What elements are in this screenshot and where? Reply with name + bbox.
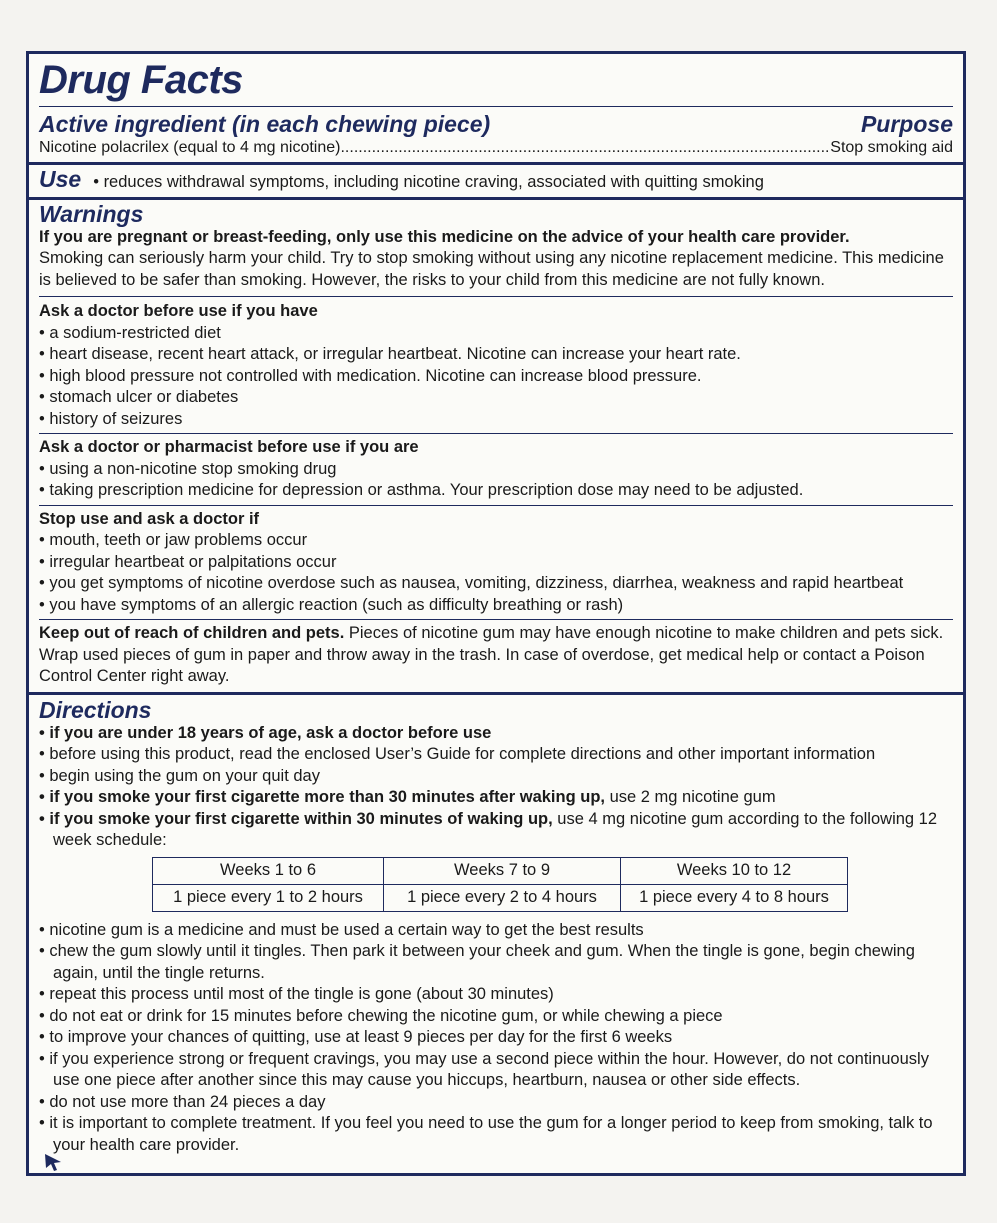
table-header-cell: Weeks 10 to 12	[621, 857, 848, 884]
pregnant-warning-text: Smoking can seriously harm your child. Try to stop smoking without using any nicotine replacement medicine. This medicine is believed to be safer than smoking. However, the risks to your child from this medicine are not fully known.	[39, 249, 944, 289]
list-item: • repeat this process until most of the tingle is gone (about 30 minutes)	[39, 985, 554, 1003]
list-item: • do not eat or drink for 15 minutes before chewing the nicotine gum, or while chewing a piece	[39, 1006, 723, 1025]
keep-out-paragraph	[39, 623, 953, 688]
page-title: Drug Facts	[39, 58, 243, 102]
keep-out-bold: Keep out of reach of children and pets.	[39, 624, 345, 642]
warnings-section	[39, 201, 953, 688]
list-item: • heart disease, recent heart attack, or irregular heartbeat. Nicotine can increase your heart rate.	[39, 345, 741, 363]
list-item: • taking prescription medicine for depression or asthma. Your prescription dose may need to be adjusted.	[39, 481, 804, 499]
list-item	[39, 809, 953, 852]
table-cell: 1 piece every 4 to 8 hours	[621, 884, 848, 911]
list-item: • you get symptoms of nicotine overdose such as nausea, vomiting, dizziness, diarrhea, weakness and rapid heartbeat	[39, 574, 904, 592]
active-ingredient-heading: Active ingredient (in each chewing piece)	[39, 111, 491, 137]
list-item: • to improve your chances of quitting, use at least 9 pieces per day for the first 6 weeks	[39, 1028, 673, 1046]
use-section	[39, 166, 953, 194]
active-ingredient-header	[39, 110, 953, 138]
list-item: • history of seizures	[39, 409, 183, 428]
list-item: • you have symptoms of an allergic reaction (such as difficulty breathing or rash)	[39, 595, 624, 614]
table-header-cell: Weeks 7 to 9	[384, 857, 621, 884]
drug-facts-content	[39, 54, 953, 1156]
drug-facts-panel	[26, 51, 966, 1176]
list-item: • chew the gum slowly until it tingles. Then park it between your cheek and gum. When the tingle is gone, begin chewing again, until the tingle returns.	[39, 942, 915, 982]
divider	[29, 197, 963, 200]
dot-leader	[340, 138, 830, 158]
item-bold: • if you smoke your first cigarette within 30 minutes of waking up,	[39, 809, 553, 828]
item-text: use 2 mg nicotine gum	[609, 788, 776, 806]
list-item: • it is important to complete treatment. If you feel you need to use the gum for a longer period to keep from smoking, talk to your health care provider.	[39, 1114, 933, 1154]
list-item: • if you are under 18 years of age, ask a doctor before use	[39, 723, 492, 742]
list-item: • irregular heartbeat or palpitations occur	[39, 552, 337, 571]
divider	[39, 433, 953, 434]
list-item: • using a non-nicotine stop smoking drug	[39, 459, 337, 478]
table-header-cell: Weeks 1 to 6	[153, 857, 384, 884]
list-item: • if you experience strong or frequent cravings, you may use a second piece within the hour. However, do not continuously use one piece after another since this may cause you hiccups, heartburn, nausea or other side effects.	[39, 1049, 929, 1089]
dosing-schedule-table	[152, 857, 848, 912]
use-text: • reduces withdrawal symptoms, including nicotine craving, associated with quitting smoking	[93, 173, 764, 191]
warnings-heading: Warnings	[39, 200, 144, 227]
table-row	[153, 857, 848, 884]
ask-pharmacist-heading: Ask a doctor or pharmacist before use if you are	[39, 438, 419, 456]
list-item: • do not use more than 24 pieces a day	[39, 1092, 326, 1111]
list-item: • before using this product, read the enclosed User’s Guide for complete directions and other important information	[39, 745, 876, 763]
pregnant-warning-bold: If you are pregnant or breast-feeding, only use this medicine on the advice of your health care provider.	[39, 227, 850, 246]
ingredient-purpose: Stop smoking aid	[830, 139, 953, 156]
table-cell: 1 piece every 1 to 2 hours	[153, 884, 384, 911]
arrow-continue-icon	[43, 1152, 63, 1177]
item-bold: • if you smoke your first cigarette more than 30 minutes after waking up,	[39, 788, 605, 806]
list-item: • mouth, teeth or jaw problems occur	[39, 531, 308, 549]
active-ingredient-row	[39, 138, 953, 158]
purpose-heading: Purpose	[860, 111, 953, 137]
list-item: • nicotine gum is a medicine and must be used a certain way to get the best results	[39, 920, 644, 939]
item-text: use 4 mg nicotine gum according to the following 12 week schedule:	[53, 809, 938, 849]
use-heading: Use	[39, 166, 82, 192]
divider	[29, 162, 963, 165]
directions-section	[39, 697, 953, 1157]
keep-out-text: Pieces of nicotine gum may have enough nicotine to make children and pets sick. Wrap used pieces of gum in paper and throw away in the trash. In case of overdose, get medical help or contact a Poison Control Center right away.	[39, 624, 944, 685]
list-item: • high blood pressure not controlled with medication. Nicotine can increase blood pressure.	[39, 366, 702, 385]
divider	[39, 296, 953, 297]
divider	[39, 505, 953, 506]
ingredient-name: Nicotine polacrilex (equal to 4 mg nicotine)	[39, 139, 341, 156]
table-row	[153, 884, 848, 911]
divider	[29, 692, 963, 695]
divider	[39, 106, 953, 107]
ask-doctor-heading: Ask a doctor before use if you have	[39, 302, 318, 320]
directions-heading: Directions	[39, 696, 152, 723]
stop-use-heading: Stop use and ask a doctor if	[39, 509, 260, 528]
list-item: • a sodium-restricted diet	[39, 323, 221, 342]
divider	[39, 619, 953, 620]
list-item: • stomach ulcer or diabetes	[39, 388, 239, 406]
list-item: • begin using the gum on your quit day	[39, 766, 320, 785]
list-item	[39, 787, 953, 809]
table-cell: 1 piece every 2 to 4 hours	[384, 884, 621, 911]
